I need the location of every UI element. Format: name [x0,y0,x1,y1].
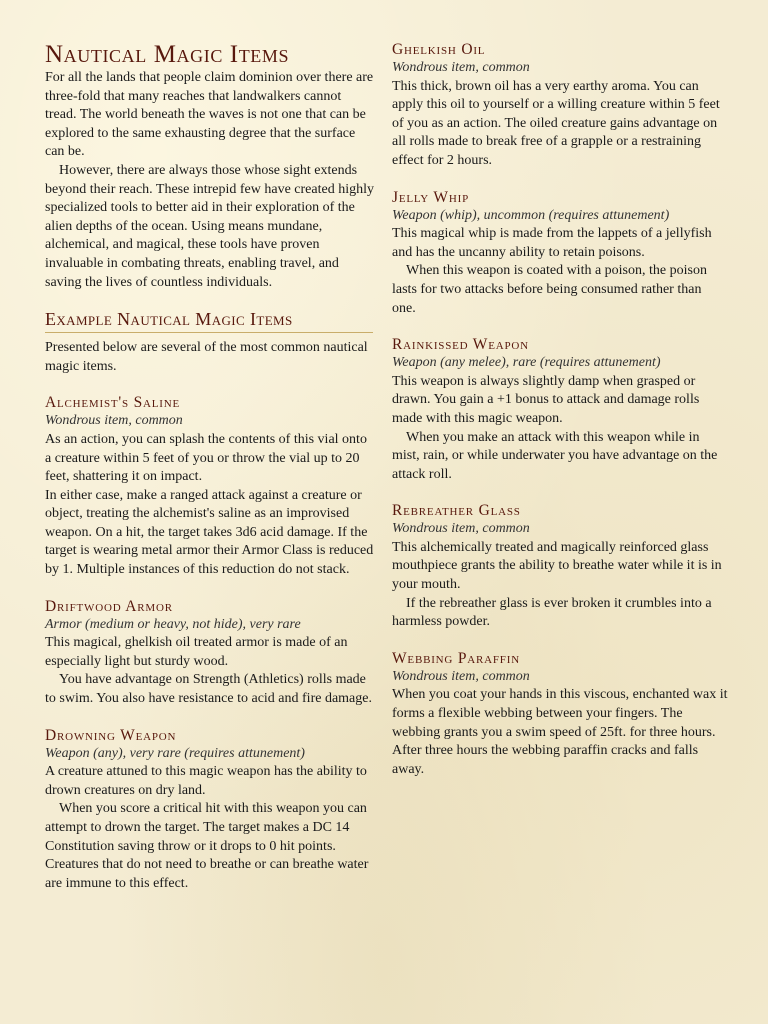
item-description: When you make an attack with this weapon while in mist, rain, or while underwater you have advantage on the attack roll. [392,429,718,482]
item-type: Weapon (any), very rare (requires attunement) [45,745,305,761]
item-type: Weapon (any melee), rare (requires attunement) [392,355,661,371]
item-rainkissed-weapon [392,335,728,484]
item-ghelkish-oil [392,40,728,171]
item-type: Wondrous item, common [392,521,530,537]
item-rebreather-glass [392,501,728,632]
item-description: This magical, ghelkish oil treated armor is made of an especially light but sturdy wood. [45,635,348,669]
item-description: This thick, brown oil has a very earthy aroma. You can apply this oil to yourself or a willing creature within 5 feet of you as an action. The oiled creature gains advantage on all rolls made to break free of a grapple or a restraining effect for 2 hours. [392,78,720,168]
item-webbing-paraffin [392,649,728,780]
item-type: Wondrous item, common [392,60,530,75]
item-type: Wondrous item, common [392,668,530,684]
item-type: Armor (medium or heavy, not hide), very rare [45,616,301,632]
item-name: Alchemist's Saline [45,394,180,412]
item-alchemists-saline [45,393,375,579]
page-title: Nautical Magic Items [45,41,290,68]
item-name: Drowning Weapon [45,726,177,744]
item-description: As an action, you can splash the contents of this vial onto a creature within 5 feet of you or throw the vial up to 20 feet, shattering it on impact. [45,431,367,485]
section-header [45,307,375,333]
section-text: Presented below are several of the most common nautical magic items. [45,340,368,374]
item-name: Ghelkish Oil [392,41,486,58]
item-description: In either case, make a ranged attack against a creature or object, treating the alchemist's saline as an improvised weapon. On a hit, the target takes 3d6 acid damage. If the target is wearing metal armor their Armor Class is reduced by 1. Multiple instances of this reduction do not stack. [45,487,374,578]
item-description: This weapon is always slightly damp when grasped or drawn. You gain a +1 bonus to attack and damage rolls made with this magic weapon. [392,373,700,426]
item-name: Jelly Whip [392,188,469,206]
item-driftwood-armor [45,597,375,709]
item-description: This magical whip is made from the lappets of a jellyfish and has the uncanny ability to retain poisons. [392,226,712,260]
item-description: You have advantage on Strength (Athletics) rolls made to swim. You also have resistance to acid and fire damage. [45,672,372,707]
intro-paragraph-1: For all the lands that people claim dominion over there are three-fold that many reaches that landwalkers cannot tread. The world beneath the waves is not one that can be explored to the same exhausting degree that the surface can be. [45,70,374,160]
item-name: Driftwood Armor [45,597,173,615]
item-description: A creature attuned to this magic weapon has the ability to drown creatures on dry land. [45,764,367,798]
item-type: Weapon (whip), uncommon (requires attunement) [392,207,670,223]
item-type: Wondrous item, common [45,413,183,429]
item-name: Rainkissed Weapon [392,336,529,354]
item-description: This alchemically treated and magically reinforced glass mouthpiece grants the ability to breathe water while it is in your mouth. [392,539,722,593]
intro-paragraph-2: However, there are always those whose sight extends beyond their reach. These intrepid few have created highly specialized tools to better aid in their exploration of the alien depths of the ocean. Using means mundane, alchemical, and magical, these tools have proven invaluable in combating threats, enabling travel, and saving the lives of countless individuals. [45,162,374,290]
item-drowning-weapon [45,726,375,894]
item-name: Webbing Paraffin [392,649,520,667]
right-column [392,40,728,779]
section-heading: Example Nautical Magic Items [45,309,293,330]
item-name: Rebreather Glass [392,502,521,520]
item-description: When you score a critical hit with this weapon you can attempt to drown the target. The target makes a DC 14 Constitution saving throw or it drops to 0 hit points. Creatures that do not need to breathe or can breathe water are immune to this effect. [45,801,369,891]
item-description: If the rebreather glass is ever broken it crumbles into a harmless powder. [392,595,712,630]
section-divider [45,332,373,333]
item-jelly-whip [392,188,728,319]
left-column [45,40,375,893]
item-description: When you coat your hands in this viscous, enchanted wax it forms a flexible webbing between your fingers. The webbing grants you a swim speed of 25ft. for three hours. After three hours the webbing paraffin cracks and falls away. [392,687,728,777]
item-description: When this weapon is coated with a poison, the poison lasts for two attacks before being consumed rather than one. [392,263,707,316]
